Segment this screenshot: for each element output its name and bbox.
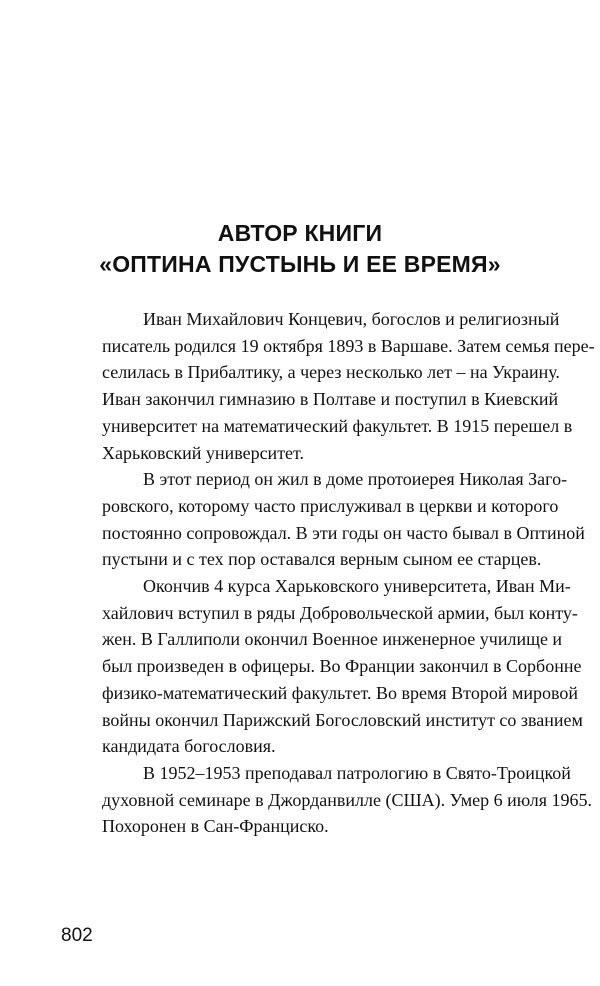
text-line: жен. В Галлиполи окончил Военное инженерное училище и bbox=[102, 629, 563, 650]
text-line: Харьковский университет. bbox=[102, 442, 305, 463]
text-line: писатель родился 19 октября 1893 в Варшаве. Затем семья пере- bbox=[102, 335, 595, 356]
text-line: Окончив 4 курса Харьковского университета, Иван Ми- bbox=[143, 576, 571, 597]
text-line: В 1952–1953 преподавал патрологию в Свято-Троицкой bbox=[143, 762, 571, 783]
paragraph-4 bbox=[61, 760, 593, 840]
paragraph-1 bbox=[61, 306, 595, 466]
text-line: селилась в Прибалтику, а через несколько лет – на Украину. bbox=[102, 362, 560, 383]
text-line: Иван закончил гимназию в Полтаве и поступил в Киевский bbox=[102, 389, 559, 410]
text-line: Иван Михайлович Концевич, богослов и религиозный bbox=[143, 309, 560, 329]
text-line: постоянно сопровождал. В эти годы он часто бывал в Оптиной bbox=[102, 522, 585, 543]
text-line: войны окончил Парижский Богословский институт со званием bbox=[102, 709, 583, 730]
text-line: ровского, которому часто прислуживал в церкви и которого bbox=[102, 495, 559, 516]
text-line: Похоронен в Сан-Франциско. bbox=[102, 816, 329, 837]
text-line: был произведен в офицеры. Во Франции закончил в Сорбонне bbox=[102, 656, 582, 677]
text-line: духовной семинаре в Джорданвилле (США). Умер 6 июля 1965. bbox=[102, 789, 593, 810]
text-line: университет на математический факультет. В 1915 перешел в bbox=[102, 415, 573, 436]
text-line: пустыни и с тех пор оставался верным сыном ее старцев. bbox=[102, 549, 542, 570]
body-text bbox=[61, 306, 595, 840]
page-number: 802 bbox=[61, 925, 93, 946]
text-line: В этот период он жил в доме протоиерея Николая Заго- bbox=[143, 469, 568, 490]
text-line: хайлович вступил в ряды Добровольческой армии, был конту- bbox=[102, 602, 578, 623]
page-title bbox=[60, 218, 540, 280]
title-line-1: АВТОР КНИГИ bbox=[217, 220, 383, 246]
text-line: кандидата богословия. bbox=[102, 736, 276, 757]
text-line: физико-математический факультет. Во время Второй мировой bbox=[102, 682, 578, 703]
paragraph-2 bbox=[61, 466, 585, 573]
paragraph-3 bbox=[61, 573, 583, 760]
title-line-2: «ОПТИНА ПУСТЫНЬ И ЕЕ ВРЕМЯ» bbox=[99, 251, 501, 277]
